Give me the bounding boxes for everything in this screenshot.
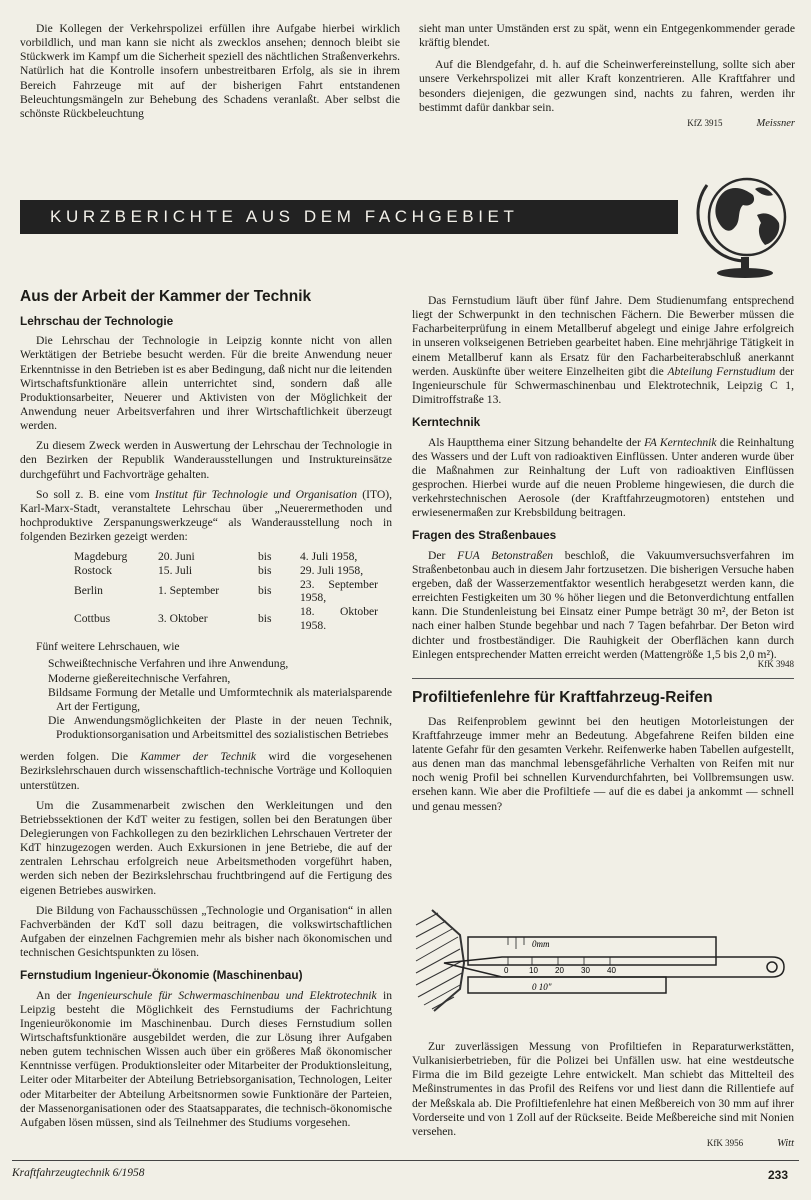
paragraph: Die Lehrschau der Technologie in Leipzig konnte nicht von allen Werktätigen der Betriebe besucht werden. Für die breite Anwendung neuer Erkenntnisse in den Betrieben ist es aber Bedingung, daß nicht nur die leitenden Wirtschaftsfunktionäre allein unterrichtet sind, sondern daß alle Produktionsarbeiter, Neuerer und Aktivisten von der Möglichkeit der Anwendung neuer Arbeitsverfahren und ihrer Wirtschaftlichkeit überzeugt werden. [20,334,392,433]
subheading-lehrschau: Lehrschau der Technologie [20,313,174,328]
table-row: Rostock 15. Juli bis 29. Juli 1958, [74,563,364,577]
paragraph: Fünf weitere Lehrschauen, wie [36,640,180,654]
scale-tick-label: 40 [607,966,616,975]
list-item: Die Anwendungsmöglichkeiten der Plaste in der neuen Technik, Produktionsorganisation und Arbeitsmittel des sozialistischen Betriebes [48,714,392,742]
scale-label-mm: 0mm [532,939,550,949]
signature-code: KfK 3948 [757,658,794,669]
paragraph: So soll z. B. eine vom Institut für Technologie und Organisation (ITO), Karl-Marx-Stadt, veranstaltete Lehrschau über „Neuerermethoden und hochproduktive Zerspanungswerkzeuge“ als Wanderausstellung noch in folgenden Bezirken gezeigt werden: [20,487,393,544]
list-item: Moderne gießereitechnische Verfahren, [48,671,231,685]
top-right-column [419,22,795,131]
table-row: Berlin 1. September bis 23. September 1958, [74,577,378,605]
scale-tick-label: 0 [504,966,509,975]
scale-tick-label: 10 [529,966,538,975]
article-heading-profiltiefenlehre: Profiltiefenlehre für Kraftfahrzeug-Reifen [412,688,713,706]
top-left-column [20,22,400,127]
paragraph: An der Ingenieurschule für Schwermaschinenbau und Elektrotechnik in Leipzig besteht die Möglichkeit des Fernstudiums der Fachrichtung Ingenieurökonomie im Maschinenbau. Durch dieses Fernstudium sollen Wirtschaftsfunktionäre ausgebildet werden, die zur Lösung ihrer Aufgaben neben gutem technischen Wissen auch über ein größeres Maß ökonomischer Kenntnisse verfügen. Produktionsleiter oder Mitarbeiter der Produktionsleitung, Leiter oder Mitarbeiter der Abteilung Betriebsorganisation, Technologen, Leiter oder Mitarbeiter der Abteilung Arbeitsnormen sowie Funktionäre der Parteien, der Massenorganisationen oder des Staatsapparates, die technisch-ökonomische Aufgaben lösen müssen, sind als Teilnehmer des Studiums vorgesehen. [20,988,392,1129]
intro-paragraph-right-1: sieht man unter Umständen erst zu spät, wenn ein Entgegenkommender gerade kräftig blendet. [419,22,795,50]
scale-tick-label: 20 [555,966,564,975]
intro-paragraph-left: Die Kollegen der Verkehrspolizei erfüllen ihre Aufgabe hierbei wirklich vorbildlich, und man kann sie nicht als zwecklos ansehen; dennoch bleibt sie Stückwerk im Kampf um die Sicherheit speziell des nächtlichen Straßenverkehrs. Natürlich hat die Kontrolle insofern unbestreitbaren Erfolg, als sie in ihrem Bereich Fahrzeuge mit auf der bisherigen Fahrt entstandenen Beleuchtungsmängeln zur Behebung des Schadens veranlaßt. Aber selbst die schönste Rückbeleuchtung [20,22,400,120]
table-row: Cottbus 3. Oktober bis 18. Oktober 1958. [74,604,378,632]
main-right-column [412,294,794,820]
subheading-strassenbau: Fragen des Straßenbaues [412,528,557,543]
column-divider [412,678,794,679]
subheading-kerntechnik: Kerntechnik [412,415,481,430]
list-item: Bildsame Formung der Metalle und Umformtechnik als materialsparende Art der Fertigung, [48,685,392,713]
paragraph: Der FUA Betonstraßen beschloß, die Vakuumversuchsverfahren im Straßenbetonbau auch in diesem Jahr fortzusetzen. Die bisherigen Versuche haben ergeben, daß der Wasserzementfaktor wesentlich herabgesetzt werden kann, die erreichten Festigkeiten um 30 % höher liegen und die Betonverdichtung entfallen kann. Die Stundenleistung bei Einsatz einer Pumpe beträgt 30 m², der Beton ist nach einer halben Stunde begehbar und nach 7 Tagen befahrbar. Der Beton wird dichter und frostbeständiger. Die Rauhigkeit der Oberflächen kann durch Einlegen entsprechender Matten erreicht werden (Mattengröße 1,5 bis 2,0 m²). [412,548,794,661]
scale-tick-label: 30 [581,966,590,975]
section-banner: KURZBERICHTE AUS DEM FACHGEBIET [20,200,678,234]
signature-code: KfZ 3915 [687,117,723,128]
intro-paragraph-right-2: Auf die Blendgefahr, d. h. auf die Scheinwerfereinstellung, sollte sich aber unsere Verkehrspolizei mit aller Kraft konzentrieren. Alle Kraftfahrer und besonders diejenigen, die gezwungen sind, nachts zu fahren, werden ihr bestimmt dafür dankbar sein. [419,58,795,114]
signature-author: Witt [777,1137,794,1149]
page-number: 233 [768,1168,789,1182]
article-heading-kammer: Aus der Arbeit der Kammer der Technik [20,288,312,305]
subheading-fernstudium: Fernstudium Ingenieur-Ökonomie (Maschinenbau) [20,968,303,983]
gauge-body-upper [468,937,716,965]
signature-code: KfK 3956 [706,1137,744,1148]
gauge-body-lower [468,977,666,993]
paragraph: werden folgen. Die Kammer der Technik wird die vorgesehenen Bezirkslehrschauen durch wissenschaftlich-technische Vorträge und Kolloquien unterstützen. [20,750,392,792]
tire-hatching [416,910,464,1011]
paragraph: Das Fernstudium läuft über fünf Jahre. Dem Studienumfang entsprechend liegt der Schwerpunkt in den technischen Fächern. Die Bewerber müssen die Facharbeiterprüfung in einem Metallberuf abgelegt und einige Jahre erfolgreich in unseren volkseigenen Betrieben gearbeitet haben. Eine mehrjährige Tätigkeit in einem Metallberuf kann als Ersatz für den Facharbeiterabschluß anerkannt werden. Auskünfte über weitere Einzelheiten gibt die Abteilung Fernstudium der Ingenieurschule für Schwermaschinenbau und Elektrotechnik, Leipzig C 1, Dimitroffstraße 13. [412,294,795,406]
paragraph: Zur zuverlässigen Messung von Profiltiefen in Reparaturwerkstätten, Vulkanisierbetrieben, für die Polizei bei Unfällen usw. hat eine westdeutsche Firma die im Bild gezeigte Lehre entwickelt. Man schiebt das Mittelteil des Meßinstrumentes in das Profil des Reifens vor und liest dann die Rillentiefe auf der Meßskala ab. Die Profiltiefenlehre hat einen Meßbereich von 30 mm auf ihrer Vorderseite und von 1 Zoll auf der Rückseite. Beide Meßbereiche sind mit Nonien versehen. [412,1040,794,1138]
journal-footer: Kraftfahrzeugtechnik 6/1958 [12,1167,145,1179]
footer-rule [12,1160,799,1161]
globe-icon [695,165,795,280]
paragraph: Um die Zusammenarbeit zwischen den Werkleitungen und den Betriebssektionen der KdT weiter zu festigen, sollen bei den Beratungen über Delegierungen von Fachkollegen zu den bezirklichen Lehrschauen Vertreter der KdT hinzugezogen werden. Auch Exkursionen in jene Betriebe, die auf der zentralen Lehrschau erfolgreich neue Arbeitsmethoden vorgeführt haben, werden sich neben der Bezirkslehrschau fruchtbringend auf die Fertigung des eigenen Betriebes auswirken. [20,798,392,897]
main-left-column [20,288,392,1136]
scale-ticks [508,937,610,965]
paragraph: Als Hauptthema einer Sitzung behandelte der FA Kerntechnik die Reinhaltung des Wassers und der Luft von radioaktiven Einflüssen. Unter anderen wurde über die Maßnahmen zur Reinhaltung der Luft von radioaktiven Einflüssen gesprochen. Hierbei wurde auf die neuen Probleme hingewiesen, die durch die verkehrstechnischen Aerosole (der Kraftfahrzeugmotoren) entstehen und erwiesenermaßen zur Krebsbildung beitragen. [412,435,794,520]
tread-depth-gauge-figure [412,905,797,1015]
exhibition-list [20,657,392,742]
article-signature [419,118,795,131]
exhibition-dates-table [74,550,392,632]
gauge-hole [767,962,777,972]
figure-caption-column [412,1040,794,1151]
list-item: Schweißtechnische Verfahren und ihre Anwendung, [48,657,289,671]
paragraph: Das Reifenproblem gewinnt bei den heutigen Motorleistungen der Kraftfahrzeuge immer mehr an Bedeutung. Abgefahrene Reifen bilden eine latente Gefahr für den gesamten Verkehr. Reifenwerke haben Tabellen aufgestellt, aus denen man das manchmal lebensgefährliche Verhalten von Reifen mit nur noch wenig Profil bei schnellen Kurvendurchfahrten, bei Vollbremsungen usw. ersehen kann. Wie aber die Profiltiefe — auf die es dabei ja ankommt — schnell und genau messen? [412,714,794,813]
signature-author: Meissner [756,117,795,129]
table-row: Magdeburg 20. Juni bis 4. Juli 1958, [74,550,358,564]
scale-label-zoll: 0 10" [532,982,552,992]
article-signature [412,1138,794,1151]
paragraph: Zu diesem Zweck werden in Auswertung der Lehrschau der Technologie in den Bezirken der Republik Wanderausstellungen und Instruktureinsätze durchgeführt und Fachvorträge gehalten. [20,439,392,481]
paragraph: Die Bildung von Fachausschüssen „Technologie und Organisation“ in allen Fachverbänden der KdT soll dazu beitragen, die volkswirtschaftlichen Aufgaben der einzelnen Fachgremien mehr als bisher nach ökonomischen und technischen Gesichtspunkten zu lösen. [20,903,392,960]
